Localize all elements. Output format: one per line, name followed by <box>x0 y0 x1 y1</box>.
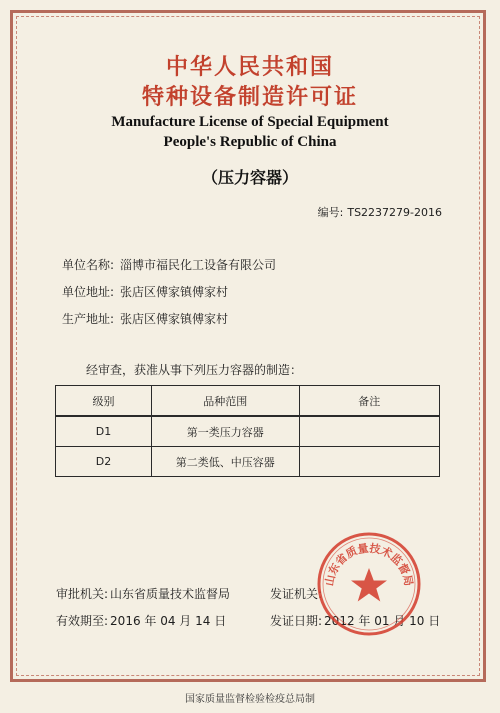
table-header-row <box>56 386 440 417</box>
scope-table <box>55 385 440 477</box>
approval-authority-label: 审批机关: <box>56 587 109 601</box>
title-cn-line1: 中华人民共和国 <box>165 55 334 80</box>
issuer-footer: 国家质量监督检验检疫总局制 <box>185 694 315 705</box>
issuing-authority-label: 发证机关: <box>270 587 323 601</box>
category-label: （压力容器） <box>201 168 298 187</box>
field-value: 淄博市福民化工设备有限公司 <box>120 258 277 272</box>
valid-until <box>56 612 226 629</box>
intro-text: 经审查，获准从事下列压力容器的制造： <box>86 363 303 377</box>
valid-until-label: 有效期至: <box>56 614 109 628</box>
certificate-number-value: TS2237279-2016 <box>347 206 442 219</box>
title-en-line1: Manufacture License of Special Equipment <box>111 114 389 130</box>
approval-authority-value: 山东省质量技术监督局 <box>110 587 231 601</box>
table-header-cell: 品种范围 <box>152 386 300 417</box>
table-cell: D2 <box>56 447 152 477</box>
table-header-cell: 级别 <box>56 386 152 417</box>
valid-until-value: 2016 年 04 月 14 日 <box>110 614 227 628</box>
issue-date-value: 2012 年 01 月 10 日 <box>324 614 441 628</box>
field-value: 张店区傅家镇傅家村 <box>120 285 229 299</box>
table-cell: 第一类压力容器 <box>152 416 300 447</box>
field-value: 张店区傅家镇傅家村 <box>120 312 229 326</box>
field-label: 单位名称: <box>62 258 115 272</box>
official-seal <box>315 530 423 638</box>
field-label: 生产地址: <box>62 312 115 326</box>
field-company-address <box>62 283 228 300</box>
table-row <box>56 416 440 447</box>
title-cn-line2: 特种设备制造许可证 <box>141 85 358 110</box>
field-company-name <box>62 256 276 273</box>
table-header-cell: 备注 <box>299 386 439 417</box>
table-cell: D1 <box>56 416 152 447</box>
field-label: 单位地址: <box>62 285 115 299</box>
table-cell: 第二类低、中压容器 <box>152 447 300 477</box>
svg-text:山东省质量技术监督局: 山东省质量技术监督局 <box>322 541 416 588</box>
certificate-number <box>318 204 442 220</box>
table-cell <box>299 447 439 477</box>
certificate-number-label: 编号: <box>317 206 344 219</box>
field-production-address <box>62 310 228 327</box>
title-en-line2: People's Republic of China <box>163 134 337 150</box>
issue-date-label: 发证日期: <box>270 614 323 628</box>
approval-authority <box>56 585 230 602</box>
seal-star-icon <box>351 568 387 602</box>
table-row <box>56 447 440 477</box>
table-cell <box>299 416 439 447</box>
